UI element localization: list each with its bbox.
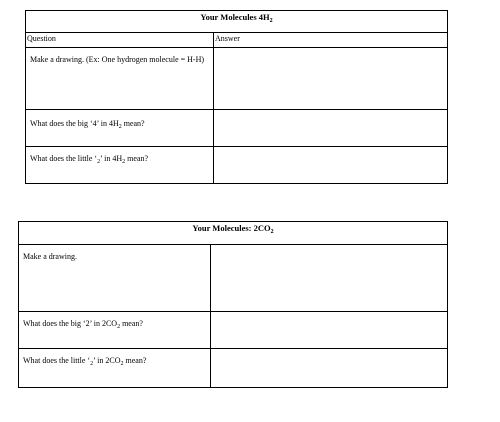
answer-cell-big-number[interactable] (211, 312, 448, 349)
question-drawing: Make a drawing. (19, 245, 211, 312)
answer-cell-little-number[interactable] (211, 349, 448, 388)
answer-cell-drawing[interactable] (214, 48, 448, 110)
question-little-number: What does the little ‘$_2$’ in $4H_2$ mean? (26, 147, 214, 184)
answer-cell-drawing[interactable] (211, 245, 448, 312)
table-title: Your Molecules $4H_2$ (26, 11, 448, 33)
question-drawing: Make a drawing. (Ex: One hydrogen molecule = H-H) (26, 48, 214, 110)
answer-cell-little-number[interactable] (214, 147, 448, 184)
worksheet-table-4h2 (25, 10, 448, 184)
column-header-question: Question (26, 33, 214, 48)
question-big-number: What does the big ‘2’ in $2CO_2$ mean? (19, 312, 211, 349)
table-title: Your Molecules: $2CO_2$ (19, 222, 448, 245)
question-little-number: What does the little ‘$_2$’ in $2CO_2$ mean? (19, 349, 211, 388)
question-big-number: What does the big ‘4’ in $4H_2$ mean? (26, 110, 214, 147)
answer-cell-big-number[interactable] (214, 110, 448, 147)
worksheet-table-2co2 (18, 221, 448, 388)
column-header-answer: Answer (214, 33, 448, 48)
